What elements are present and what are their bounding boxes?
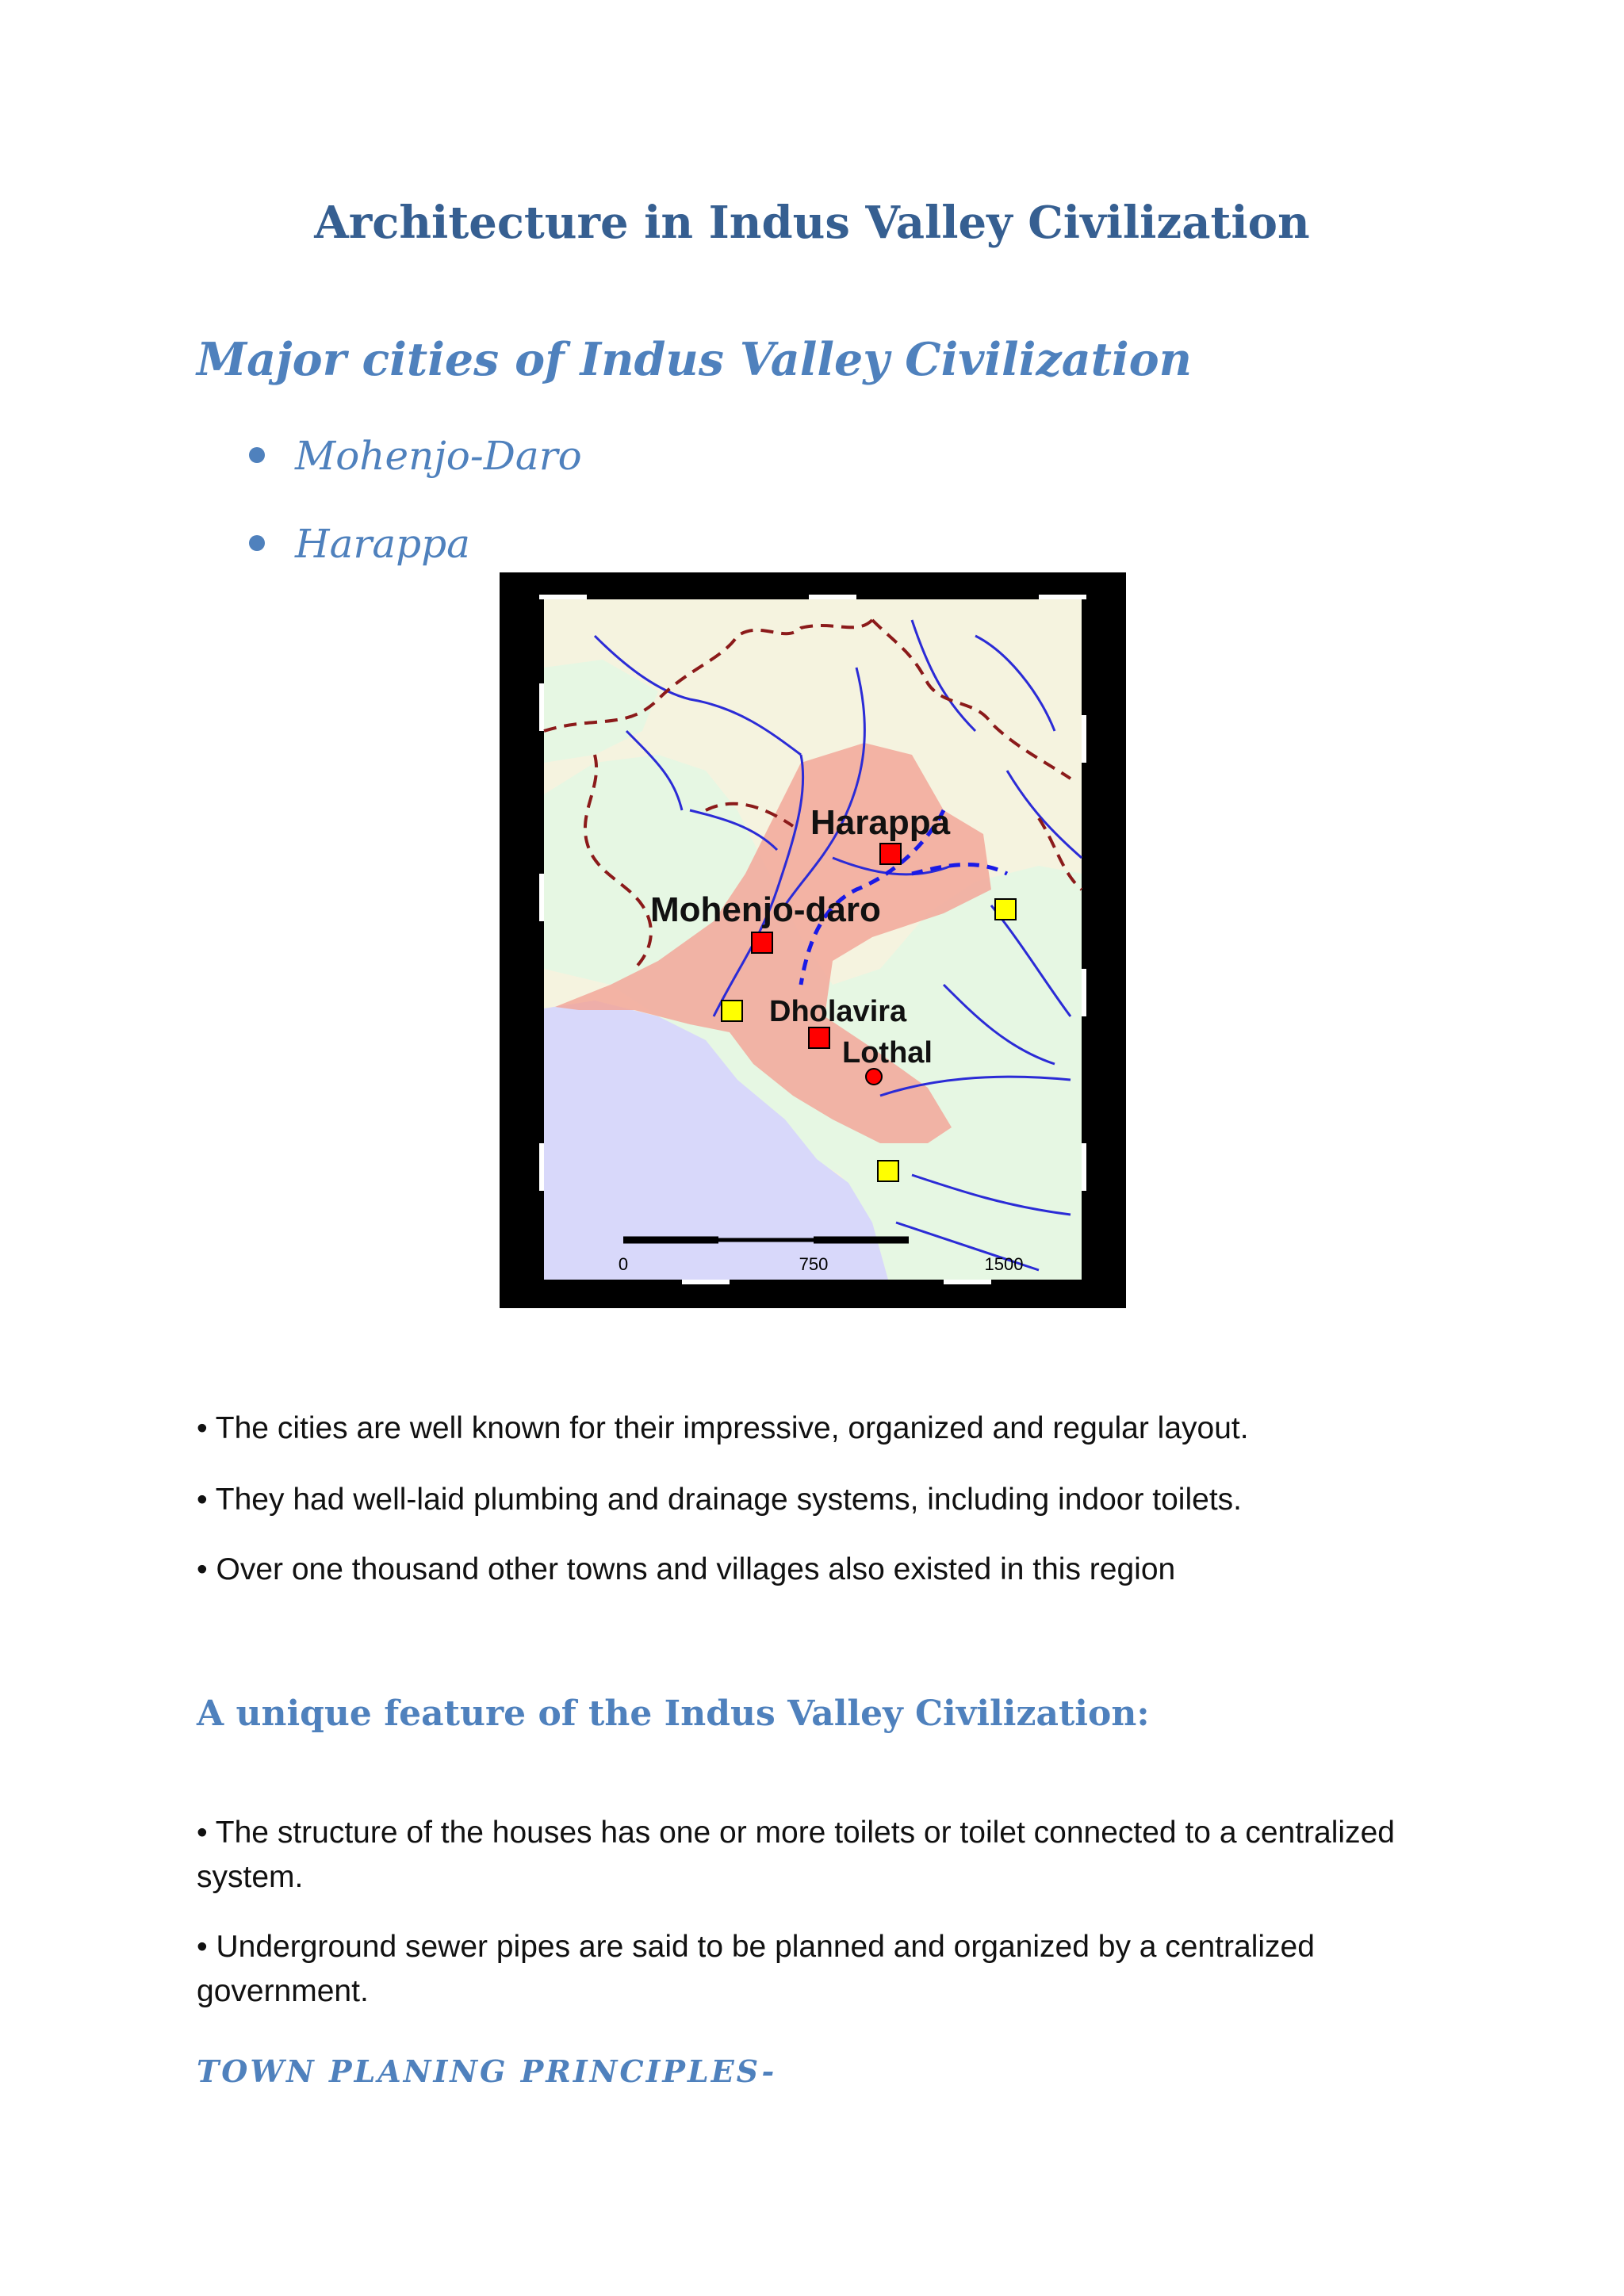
paragraph: • They had well-laid plumbing and drainage systems, including indoor toilets. <box>197 1483 1243 1517</box>
dholavira-marker <box>809 1027 829 1048</box>
bullet-icon <box>249 447 265 463</box>
town-planning-heading: TOWN PLANING PRINCIPLES- <box>197 2053 777 2089</box>
site-marker <box>995 899 1016 920</box>
bullet-icon <box>249 535 265 551</box>
paragraph: • Over one thousand other towns and villages also existed in this region <box>197 1552 1176 1586</box>
scale-label: 750 <box>799 1254 829 1274</box>
scale-label: 0 <box>618 1254 629 1274</box>
mohenjo-daro-marker <box>752 932 772 953</box>
paragraph: • The cities are well known for their impressive, organized and regular layout. <box>197 1411 1249 1445</box>
city-name: Harappa <box>295 521 470 567</box>
harappa-label: Harappa <box>810 803 951 842</box>
scale-label: 1500 <box>984 1254 1024 1274</box>
paragraph: • Underground sewer pipes are said to be planned and organized by a centralized government. <box>197 1930 1315 2008</box>
lothal-label: Lothal <box>842 1036 933 1070</box>
site-marker <box>722 1001 742 1021</box>
page-title: Architecture in Indus Valley Civilization <box>314 197 1310 249</box>
indus-map <box>500 572 1126 1308</box>
dholavira-label: Dholavira <box>769 995 907 1028</box>
major-cities-heading: Major cities of Indus Valley Civilization <box>197 333 1193 386</box>
map-area <box>544 599 1082 1280</box>
mohenjo-daro-label: Mohenjo-daro <box>650 890 881 929</box>
harappa-marker <box>880 844 901 864</box>
unique-feature-heading: A unique feature of the Indus Valley Civilization: <box>197 1693 1150 1734</box>
city-name: Mohenjo-Daro <box>295 433 582 479</box>
paragraph: • The structure of the houses has one or more toilets or toilet connected to a centralized system. <box>197 1816 1395 1894</box>
site-marker <box>878 1161 898 1181</box>
lothal-marker <box>866 1069 882 1085</box>
